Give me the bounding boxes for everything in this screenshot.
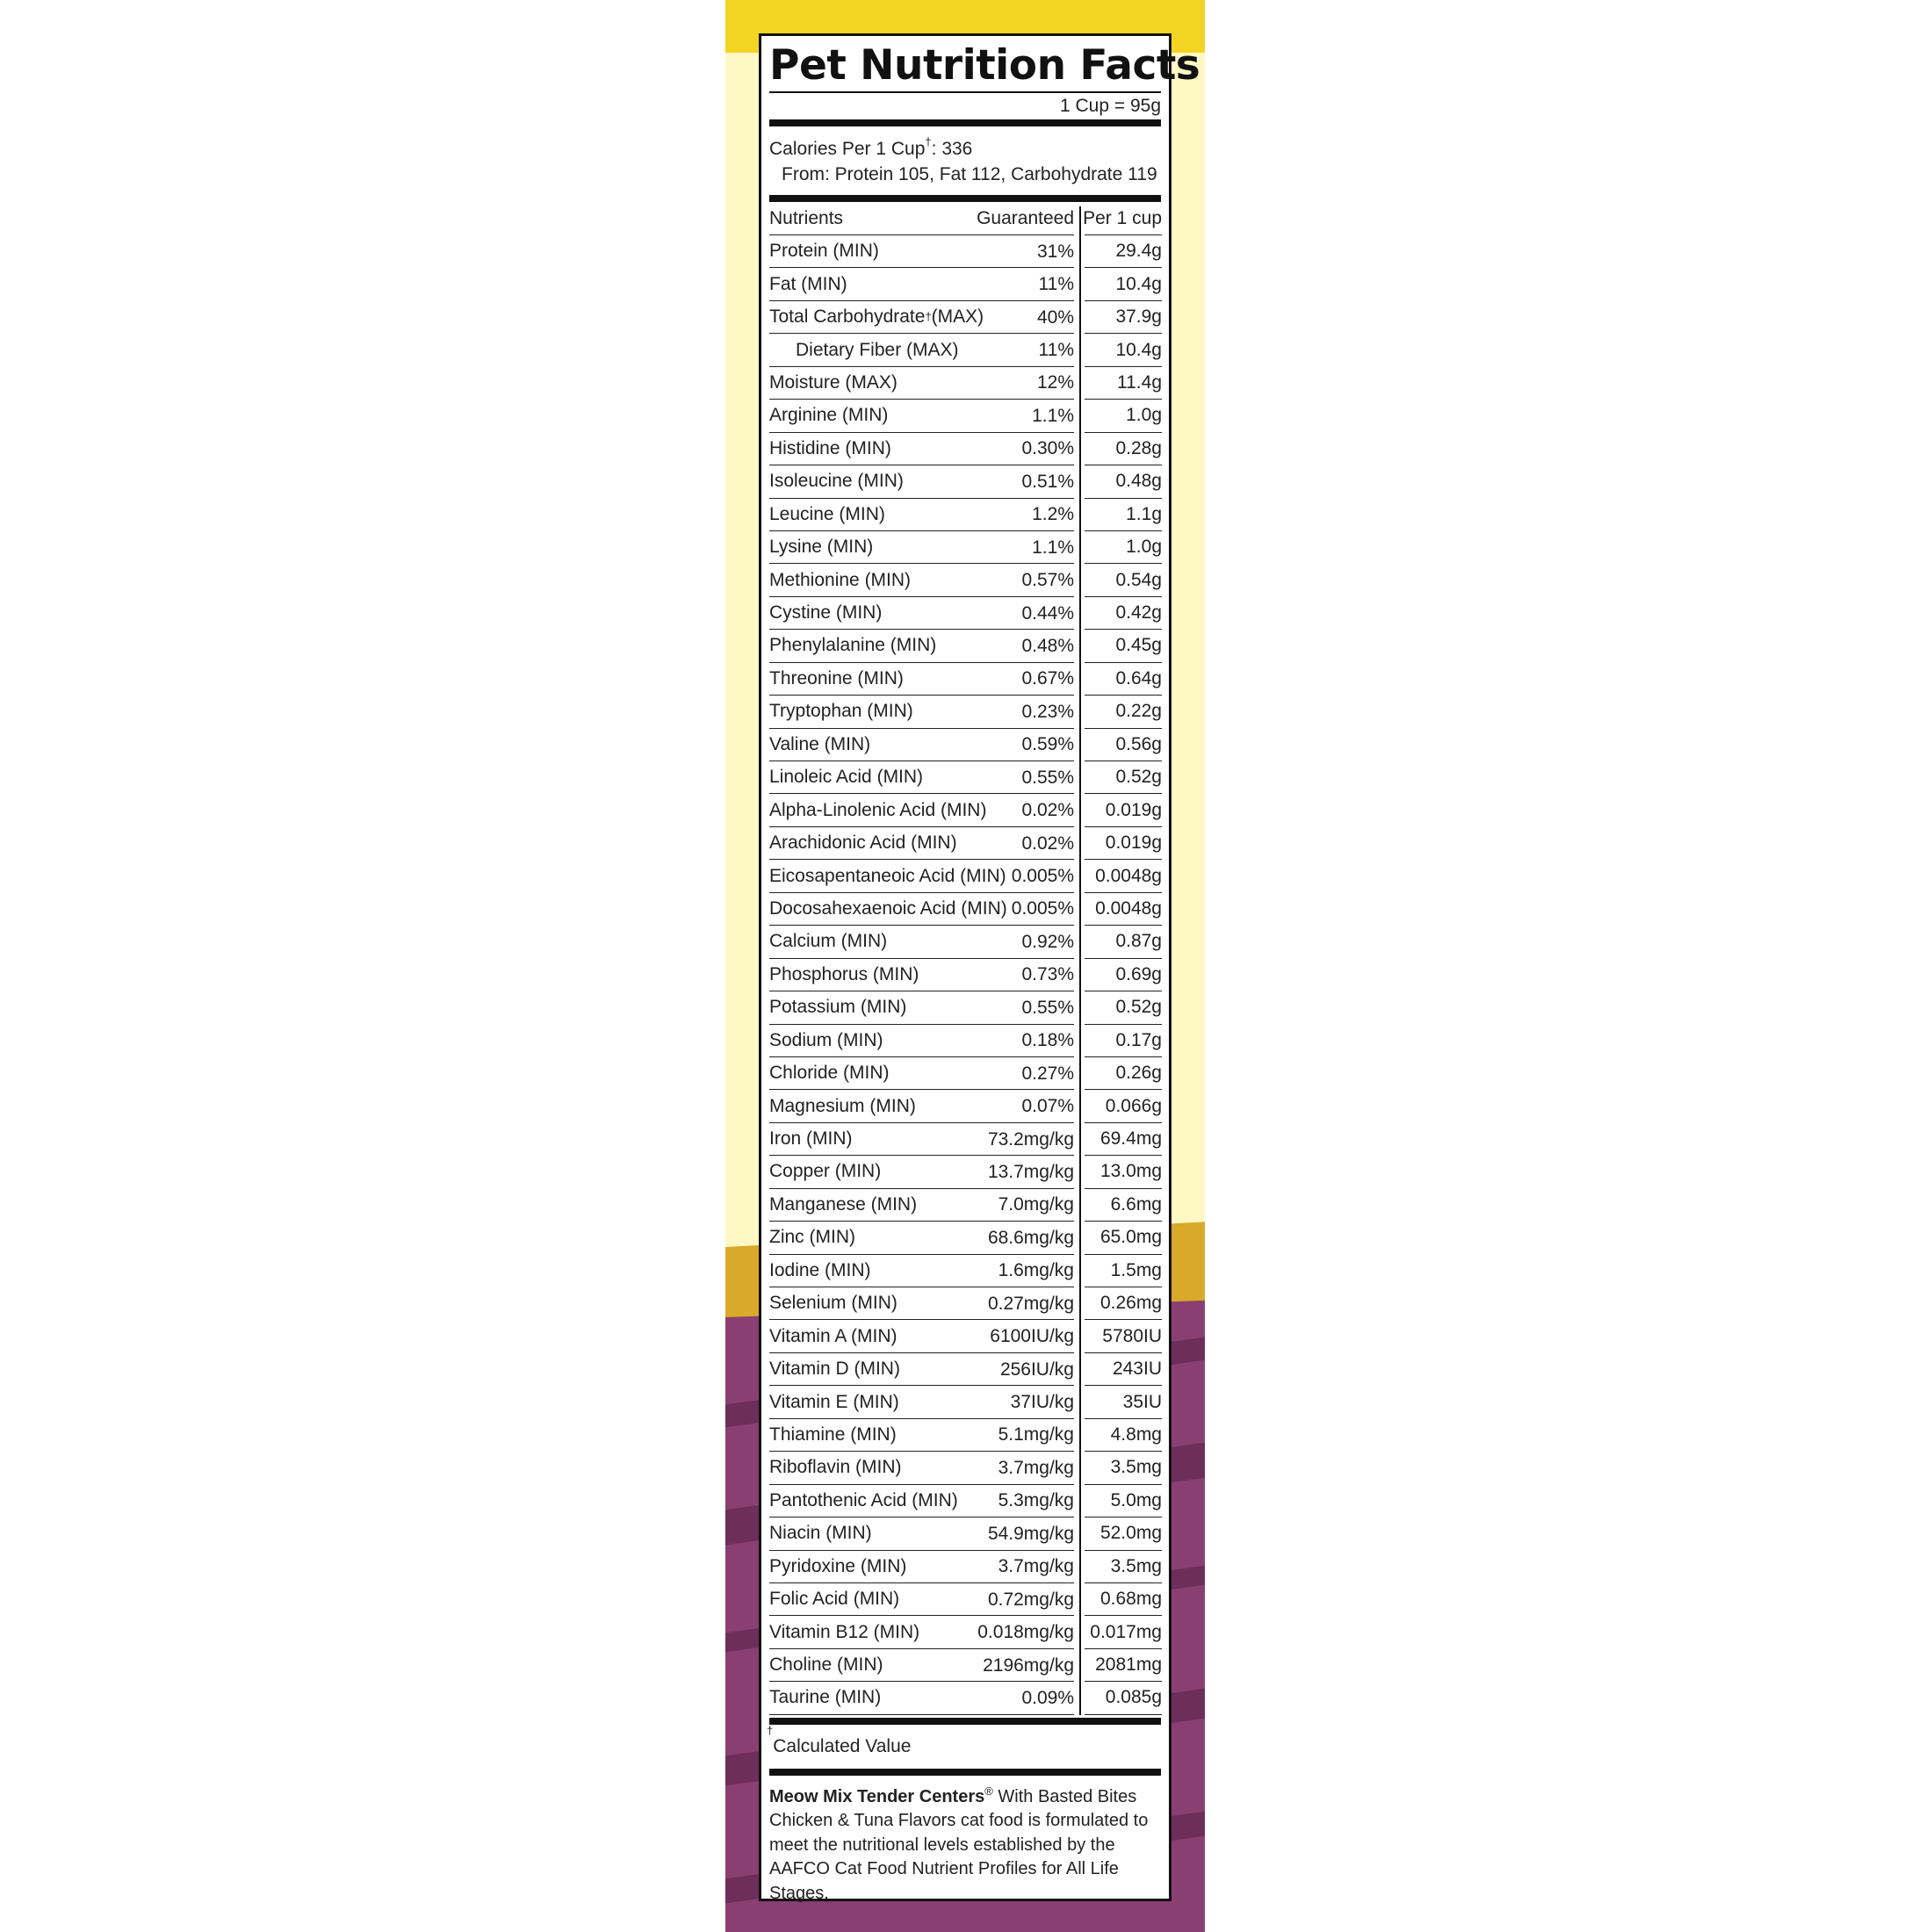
per-cup-value: 0.017mg xyxy=(1085,1616,1162,1648)
guaranteed-value: 2196mg/kg xyxy=(983,1654,1074,1676)
table-row xyxy=(769,1025,1161,1057)
nutrient-name: Vitamin E (MIN) xyxy=(769,1386,1074,1418)
guaranteed-value: 73.2mg/kg xyxy=(987,1128,1074,1150)
per-cup-value: 10.4g xyxy=(1085,268,1162,300)
guaranteed-value: 0.30% xyxy=(1021,438,1074,459)
nutrient-name: Iodine (MIN) xyxy=(769,1255,1074,1287)
table-row xyxy=(769,761,1161,794)
nutrient-name: Iron (MIN) xyxy=(769,1123,1074,1156)
table-row xyxy=(769,1255,1161,1287)
per-cup-value: 35IU xyxy=(1085,1386,1162,1418)
table-row xyxy=(769,729,1161,761)
label-title: Pet Nutrition Facts xyxy=(769,41,1200,90)
table-row xyxy=(769,1485,1161,1517)
guaranteed-value: 12% xyxy=(1036,372,1074,393)
nutrient-name: Vitamin B12 (MIN) xyxy=(769,1616,1074,1648)
table-row xyxy=(769,1320,1161,1352)
per-cup-value: 0.52g xyxy=(1085,761,1162,794)
guaranteed-value: 1.1% xyxy=(1032,405,1074,426)
table-row xyxy=(769,1189,1161,1222)
per-cup-value: 0.26mg xyxy=(1085,1287,1162,1320)
table-row xyxy=(769,794,1161,826)
per-cup-value: 6.6mg xyxy=(1085,1189,1162,1222)
nutrient-name: Phenylalanine (MIN) xyxy=(769,630,1074,662)
per-cup-value: 5.0mg xyxy=(1085,1485,1162,1517)
guaranteed-value: 256IU/kg xyxy=(999,1359,1074,1380)
nutrient-name: Magnesium (MIN) xyxy=(769,1090,1074,1122)
guaranteed-value: 11% xyxy=(1038,274,1074,295)
divider-thick xyxy=(769,1769,1161,1776)
nutrient-name: Zinc (MIN) xyxy=(769,1222,1074,1254)
header-nutrients: Nutrients xyxy=(769,202,1074,235)
per-cup-value: 1.5mg xyxy=(1085,1255,1162,1287)
table-row xyxy=(769,1287,1161,1320)
per-cup-value: 11.4g xyxy=(1085,367,1162,400)
table-header-row xyxy=(769,202,1161,235)
table-row xyxy=(769,1419,1161,1452)
per-cup-value: 0.22g xyxy=(1085,696,1162,728)
guaranteed-value: 0.55% xyxy=(1021,767,1074,788)
table-row xyxy=(769,1156,1161,1188)
per-cup-value: 0.69g xyxy=(1085,959,1162,991)
guaranteed-value: 5.1mg/kg xyxy=(998,1424,1074,1445)
calories-from-line: From: Protein 105, Fat 112, Carbohydrate 119 xyxy=(782,164,1157,184)
per-cup-value: 0.48g xyxy=(1085,465,1162,498)
per-cup-value: 0.68mg xyxy=(1085,1583,1162,1616)
nutrient-name: Niacin (MIN) xyxy=(769,1517,1074,1550)
nutrient-name: Arachidonic Acid (MIN) xyxy=(769,827,1074,860)
nutrient-name: Cystine (MIN) xyxy=(769,597,1074,630)
table-row xyxy=(769,235,1161,268)
table-row xyxy=(769,334,1161,366)
guaranteed-value: 0.09% xyxy=(1021,1687,1074,1708)
guaranteed-value: 31% xyxy=(1036,241,1074,262)
calories-line: Calories Per 1 Cup†: 336 xyxy=(769,135,973,159)
nutrient-name: Calcium (MIN) xyxy=(769,926,1074,958)
table-row xyxy=(769,1222,1161,1254)
package-background xyxy=(725,0,1205,1932)
table-row xyxy=(769,400,1161,432)
table-row xyxy=(769,696,1161,728)
table-row xyxy=(769,991,1161,1024)
table-row xyxy=(769,268,1161,300)
per-cup-value: 0.0048g xyxy=(1085,893,1162,926)
guaranteed-value: 0.005% xyxy=(1011,866,1074,887)
nutrient-name: Folic Acid (MIN) xyxy=(769,1583,1074,1616)
nutrient-name: Fat (MIN) xyxy=(769,268,1074,300)
nutrient-name: Leucine (MIN) xyxy=(769,499,1074,531)
per-cup-value: 52.0mg xyxy=(1085,1517,1162,1550)
per-cup-value: 0.085g xyxy=(1085,1682,1162,1714)
per-cup-value: 1.0g xyxy=(1085,400,1162,432)
guaranteed-value: 0.005% xyxy=(1011,898,1074,919)
table-row xyxy=(769,465,1161,498)
guaranteed-value: 0.18% xyxy=(1021,1030,1074,1051)
guaranteed-value: 1.1% xyxy=(1032,537,1074,558)
nutrient-name: Pantothenic Acid (MIN) xyxy=(769,1485,1074,1517)
table-row xyxy=(769,1452,1161,1484)
guaranteed-value: 54.9mg/kg xyxy=(987,1523,1074,1544)
per-cup-value: 0.17g xyxy=(1085,1025,1162,1057)
nutrient-name: Phosphorus (MIN) xyxy=(769,959,1074,991)
per-cup-value: 37.9g xyxy=(1085,301,1162,334)
divider-thick xyxy=(769,119,1161,126)
nutrient-name: Tryptophan (MIN) xyxy=(769,696,1074,728)
table-row xyxy=(769,1090,1161,1122)
guaranteed-value: 3.7mg/kg xyxy=(998,1457,1074,1478)
nutrient-name: Methionine (MIN) xyxy=(769,564,1074,596)
nutrient-name: Linoleic Acid (MIN) xyxy=(769,761,1074,794)
table-row xyxy=(769,597,1161,630)
serving-size: 1 Cup = 95g xyxy=(1059,96,1161,116)
nutrient-name: Pyridoxine (MIN) xyxy=(769,1551,1074,1583)
guaranteed-value: 0.02% xyxy=(1021,800,1074,821)
nutrient-name: Moisture (MAX) xyxy=(769,367,1074,400)
guaranteed-value: 13.7mg/kg xyxy=(987,1161,1074,1182)
guaranteed-value: 37IU/kg xyxy=(1010,1392,1074,1413)
nutrient-name: Arginine (MIN) xyxy=(769,400,1074,432)
per-cup-value: 10.4g xyxy=(1085,334,1162,366)
divider-thick xyxy=(769,195,1161,202)
guaranteed-value: 0.018mg/kg xyxy=(977,1622,1074,1643)
guaranteed-value: 68.6mg/kg xyxy=(987,1227,1074,1248)
per-cup-value: 5780IU xyxy=(1085,1320,1162,1352)
per-cup-value: 2081mg xyxy=(1085,1649,1162,1682)
table-row xyxy=(769,1682,1161,1714)
nutrient-name: Histidine (MIN) xyxy=(769,433,1074,465)
table-row xyxy=(769,1551,1161,1583)
per-cup-value: 1.1g xyxy=(1085,499,1162,531)
table-row xyxy=(769,893,1161,926)
guaranteed-value: 0.02% xyxy=(1021,833,1074,854)
nutrient-name: Potassium (MIN) xyxy=(769,991,1074,1024)
per-cup-value: 0.56g xyxy=(1085,729,1162,761)
nutrient-name: Selenium (MIN) xyxy=(769,1287,1074,1320)
formulation-statement: Meow Mix Tender Centers® With Basted Bites Chicken & Tuna Flavors cat food is formulated to meet the nutritional levels established by the AAFCO Cat Food Nutrient Profiles for All Life Stages. xyxy=(769,1784,1149,1903)
guaranteed-value: 40% xyxy=(1036,306,1074,328)
table-row xyxy=(769,499,1161,531)
per-cup-value: 0.45g xyxy=(1085,630,1162,662)
per-cup-value: 69.4mg xyxy=(1085,1123,1162,1156)
guaranteed-value: 7.0mg/kg xyxy=(998,1194,1074,1215)
nutrient-name: Eicosapentaneoic Acid (MIN) xyxy=(769,860,1074,892)
nutrient-name: Choline (MIN) xyxy=(769,1649,1074,1682)
nutrient-name: Sodium (MIN) xyxy=(769,1025,1074,1057)
per-cup-value: 0.26g xyxy=(1085,1057,1162,1090)
nutrient-name: Threonine (MIN) xyxy=(769,663,1074,696)
table-rows xyxy=(769,235,1161,1715)
nutrient-name: Total Carbohydrate † (MAX) xyxy=(769,301,1074,334)
table-row xyxy=(769,860,1161,892)
table-row xyxy=(769,433,1161,465)
table-row xyxy=(769,367,1161,400)
nutrient-name: Chloride (MIN) xyxy=(769,1057,1074,1090)
per-cup-value: 0.0048g xyxy=(1085,860,1162,892)
divider-thick xyxy=(769,1718,1161,1725)
table-row xyxy=(769,1616,1161,1648)
table-row xyxy=(769,1583,1161,1616)
nutrient-name: Vitamin D (MIN) xyxy=(769,1353,1074,1386)
table-row xyxy=(769,531,1161,564)
guaranteed-value: 0.07% xyxy=(1021,1096,1074,1117)
guaranteed-value: 0.48% xyxy=(1021,635,1074,656)
table-row xyxy=(769,1123,1161,1156)
table-row xyxy=(769,827,1161,860)
per-cup-value: 0.019g xyxy=(1085,794,1162,826)
per-cup-value: 29.4g xyxy=(1085,235,1162,268)
per-cup-value: 0.87g xyxy=(1085,926,1162,958)
guaranteed-value: 0.72mg/kg xyxy=(987,1589,1074,1610)
guaranteed-value: 0.23% xyxy=(1021,701,1074,722)
guaranteed-value: 6100IU/kg xyxy=(990,1326,1074,1347)
nutrient-name: Protein (MIN) xyxy=(769,235,1074,268)
table-row xyxy=(769,959,1161,991)
header-guaranteed: Guaranteed xyxy=(977,208,1074,228)
nutrient-name: Alpha-Linolenic Acid (MIN) xyxy=(769,794,1074,826)
per-cup-value: 0.019g xyxy=(1085,827,1162,860)
nutrient-name: Isoleucine (MIN) xyxy=(769,465,1074,498)
guaranteed-value: 3.7mg/kg xyxy=(998,1556,1074,1577)
nutrients-table xyxy=(769,202,1161,1715)
per-cup-value: 13.0mg xyxy=(1085,1156,1162,1188)
guaranteed-value: 0.67% xyxy=(1021,668,1074,689)
per-cup-value: 3.5mg xyxy=(1085,1551,1162,1583)
nutrient-name: Taurine (MIN) xyxy=(769,1682,1074,1714)
per-cup-value: 65.0mg xyxy=(1085,1222,1162,1254)
guaranteed-value: 0.59% xyxy=(1021,734,1074,755)
table-row xyxy=(769,301,1161,334)
guaranteed-value: 11% xyxy=(1038,340,1074,361)
footnote: †Calculated Value xyxy=(767,1723,912,1756)
table-row xyxy=(769,1353,1161,1386)
table-row xyxy=(769,630,1161,662)
guaranteed-value: 0.73% xyxy=(1021,964,1074,985)
nutrition-facts-label xyxy=(759,33,1200,1903)
per-cup-value: 1.0g xyxy=(1085,531,1162,564)
per-cup-value: 0.28g xyxy=(1085,433,1162,465)
guaranteed-value: 0.27% xyxy=(1021,1063,1074,1084)
guaranteed-value: 0.51% xyxy=(1021,471,1074,492)
nutrient-name: Lysine (MIN) xyxy=(769,531,1074,564)
nutrient-name: Valine (MIN) xyxy=(769,729,1074,761)
per-cup-value: 0.42g xyxy=(1085,597,1162,630)
nutrient-name: Manganese (MIN) xyxy=(769,1189,1074,1222)
table-row xyxy=(769,926,1161,958)
table-row xyxy=(769,1649,1161,1682)
table-row xyxy=(769,1057,1161,1090)
per-cup-value: 0.54g xyxy=(1085,564,1162,596)
guaranteed-value: 5.3mg/kg xyxy=(998,1490,1074,1511)
nutrient-name: Dietary Fiber (MAX) xyxy=(769,334,1074,366)
per-cup-value: 243IU xyxy=(1085,1353,1162,1386)
guaranteed-value: 0.44% xyxy=(1021,602,1074,624)
nutrient-name: Docosahexaenoic Acid (MIN) xyxy=(769,893,1074,926)
nutrient-name: Riboflavin (MIN) xyxy=(769,1452,1074,1484)
calories-block xyxy=(769,126,1161,195)
per-cup-value: 0.52g xyxy=(1085,991,1162,1024)
per-cup-value: 3.5mg xyxy=(1085,1452,1162,1484)
nutrient-name: Vitamin A (MIN) xyxy=(769,1320,1074,1352)
table-row xyxy=(769,1517,1161,1550)
per-cup-value: 0.64g xyxy=(1085,663,1162,696)
table-row xyxy=(769,564,1161,596)
per-cup-value: 0.066g xyxy=(1085,1090,1162,1122)
guaranteed-value: 0.92% xyxy=(1021,931,1074,952)
table-row xyxy=(769,1386,1161,1418)
table-row xyxy=(769,663,1161,696)
guaranteed-value: 1.6mg/kg xyxy=(998,1260,1074,1281)
guaranteed-value: 0.27mg/kg xyxy=(987,1293,1074,1314)
guaranteed-value: 0.55% xyxy=(1021,997,1074,1018)
per-cup-value: 4.8mg xyxy=(1085,1419,1162,1452)
nutrient-name: Copper (MIN) xyxy=(769,1156,1074,1188)
guaranteed-value: 0.57% xyxy=(1021,570,1074,591)
nutrient-name: Thiamine (MIN) xyxy=(769,1419,1074,1452)
guaranteed-value: 1.2% xyxy=(1032,504,1074,525)
header-per-cup: Per 1 cup xyxy=(1085,202,1162,235)
